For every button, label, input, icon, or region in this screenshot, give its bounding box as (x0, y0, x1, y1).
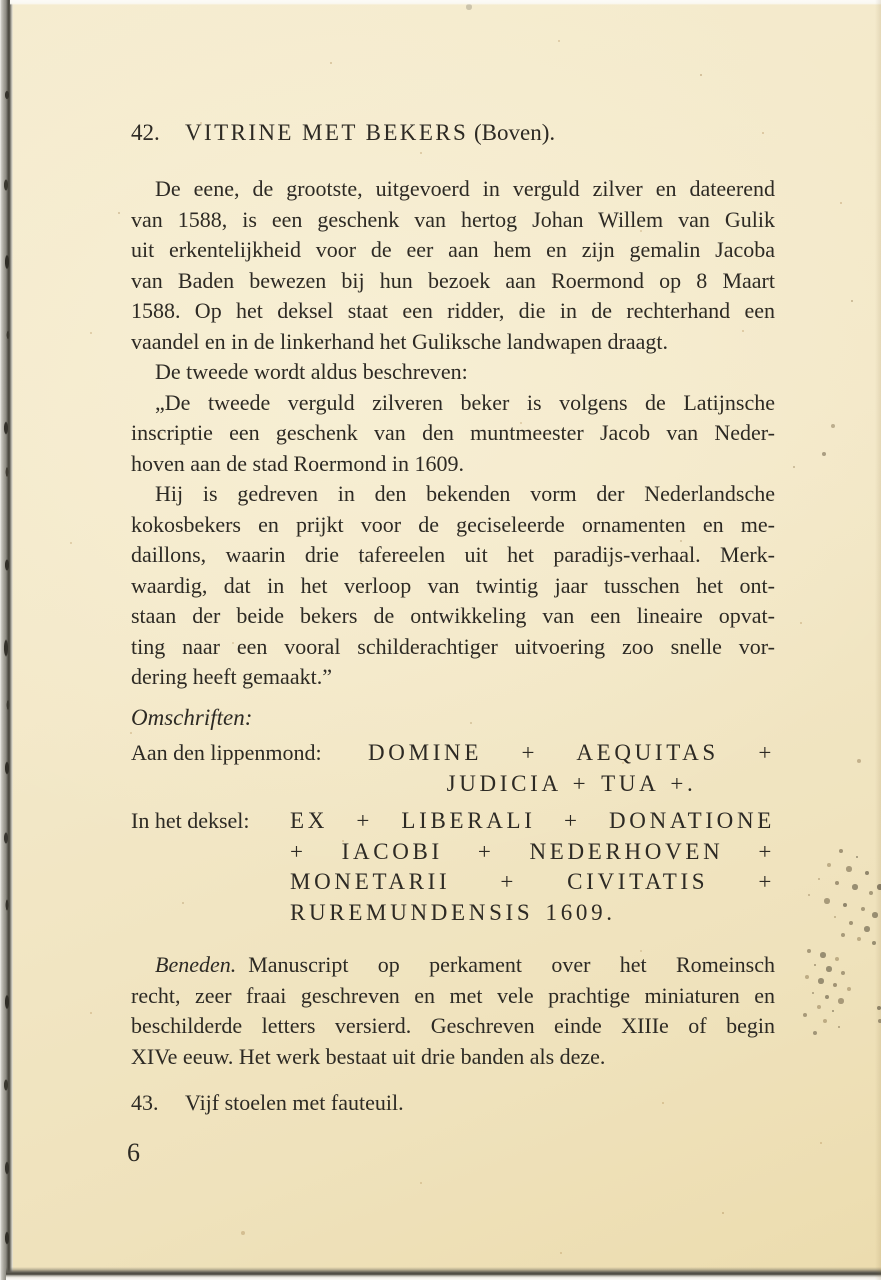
text-line: van 1588, is een geschenk van hertog Johan Willem van Gulik (131, 206, 775, 232)
text-line: 1588. Op het deksel staat een ridder, die in de rechterhand een (131, 298, 775, 323)
beneden-paragraph (131, 950, 775, 1072)
entry-42-heading (131, 118, 775, 148)
entry-42-number: 42. (131, 120, 160, 145)
inscription-deksel (131, 806, 775, 928)
paragraph-first-beker (131, 174, 775, 357)
entry-42-title-suffix: (Boven). (474, 120, 556, 145)
entry-43-heading (131, 1088, 775, 1118)
beneden-first-rest: Manuscript op perkament over het Romeinsch (248, 952, 775, 977)
text-line: „De tweede verguld zilveren beker is volgens de Latijnsche (155, 389, 775, 415)
text-line: dering heeft gemaakt.” (131, 664, 332, 689)
text-line: Hij is gedreven in den bekenden vorm der Nederlandsche (155, 481, 775, 506)
text-line: staan der beide bekers de ontwikkeling van een lineaire opvat- (131, 603, 775, 628)
ink-stain (778, 842, 780, 844)
text-line: XIVe eeuw. Het werk bestaat uit drie banden als deze. (131, 1043, 606, 1069)
text-line: inscriptie een geschenk van den muntmeester Jacob van Neder- (131, 420, 775, 445)
entry-43-number: 43. (131, 1090, 159, 1115)
inscription-deksel-label: In het deksel: (131, 808, 250, 833)
beneden-rest-lines (131, 981, 775, 1073)
text-line: De eene, de grootste, uitgevoerd in verguld zilver en dateerend (155, 176, 775, 201)
text-line: + IACOBI + NEDERHOVEN + (290, 838, 775, 864)
text-line: MONETARII + CIVITATIS + (290, 869, 775, 894)
inscription-deksel-lines (290, 806, 775, 928)
paragraph-intro-tweede (131, 357, 775, 388)
page-bottom-edge (6, 1267, 881, 1280)
page-top-edge (10, 0, 881, 5)
page-number: 6 (127, 1138, 140, 1167)
text-line: JUDICIA + TUA +. (446, 770, 697, 796)
text-line: waardig, dat in het verloop van twintig jaar tusschen het ont- (131, 572, 775, 598)
text-line: De tweede wordt aldus beschreven: (155, 359, 468, 384)
binding-edge (0, 0, 13, 1280)
entry-42-title: VITRINE MET BEKERS (185, 120, 469, 145)
inscription-lippenmond-label: Aan den lippenmond: (131, 740, 322, 765)
text-line: beschilderde letters versierd. Geschreven einde XIIIe of begin (131, 1013, 775, 1038)
paragraph-quote-vervolg (131, 479, 775, 693)
paragraph-quote-tweede (131, 388, 775, 480)
inscription-lippenmond (131, 738, 775, 799)
text-line: EX + LIBERALI + DONATIONE (290, 808, 775, 833)
text-line: daillons, waarin drie tafereelen uit het paradijs-verhaal. Merk- (131, 542, 775, 567)
text-line: kokosbekers en prijkt voor de geciseleerde ornamenten en me- (131, 511, 775, 537)
text-line: uit erkentelijkheid voor de eer aan hem en zijn gemalin Jacoba (131, 237, 775, 262)
text-line: van Baden bewezen bij hun bezoek aan Roermond op 8 Maart (131, 267, 775, 293)
entry-43-title: Vijf stoelen met fauteuil. (185, 1090, 404, 1115)
text-line: hoven aan de stad Roermond in 1609. (131, 450, 464, 476)
text-line: vaandel en in de linkerhand het Guliksche landwapen draagt. (131, 328, 668, 354)
text-line: DOMINE + AEQUITAS + (368, 740, 775, 765)
omschriften-label: Omschriften: (131, 704, 253, 730)
inscription-lippenmond-lines (368, 738, 775, 799)
page-content (131, 118, 775, 1118)
text-line: RUREMUNDENSIS 1609. (290, 899, 616, 925)
beneden-label: Beneden. (155, 952, 237, 977)
beneden-first-line (131, 950, 775, 981)
text-line: recht, zeer fraai geschreven en met vele prachtige miniaturen en (131, 982, 775, 1008)
text-line: ting naar een vooral schilderachtiger uitvoering zoo snelle vor- (131, 633, 775, 659)
page-right-edge (875, 0, 881, 1280)
